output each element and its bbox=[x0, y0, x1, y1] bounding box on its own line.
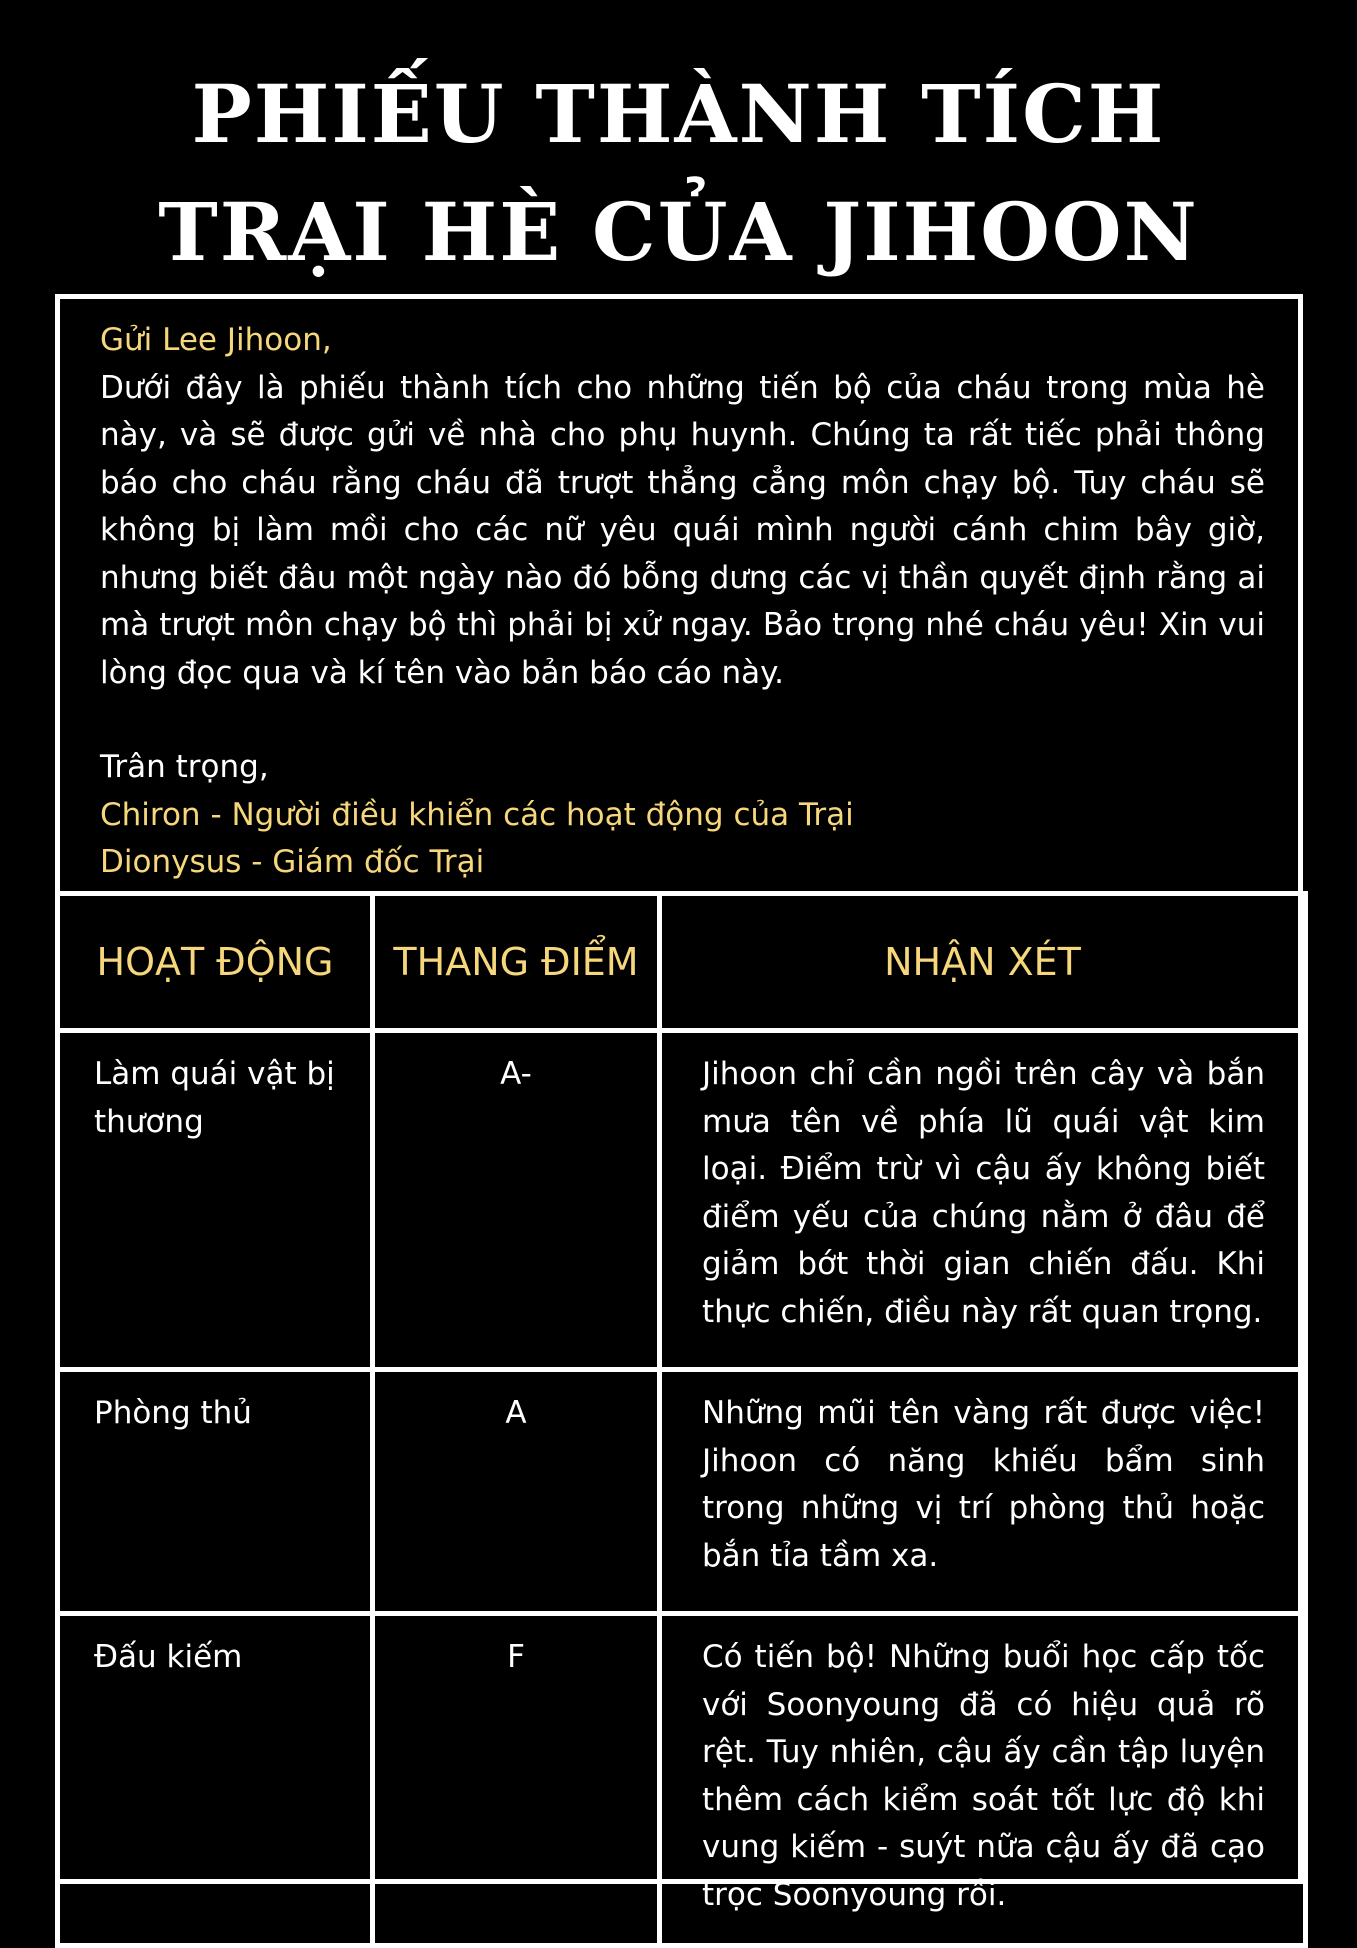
letter-signer-chiron: Chiron - Người điều khiển các hoạt động của Trại bbox=[100, 796, 854, 833]
header-grade: THANG ĐIỂM bbox=[373, 894, 660, 1031]
comment-cell: Jihoon chỉ cần ngồi trên cây và bắn mưa tên về phía lũ quái vật kim loại. Điểm trừ vì cậu ấy không biết điểm yếu của chúng nằm ở đâu để giảm bớt thời gian chiến đấu. Khi thực chiến, điều này rất quan trọng. bbox=[660, 1031, 1306, 1370]
activity-cell: Làm quái vật bị thương bbox=[58, 1031, 373, 1370]
title-line-1: PHIẾU THÀNH TÍCH bbox=[191, 67, 1166, 161]
activity-cell: Đấu kiếm bbox=[58, 1614, 373, 1946]
table-header-row bbox=[58, 894, 1306, 1031]
header-comment: NHẬN XÉT bbox=[660, 894, 1306, 1031]
header-activity: HOẠT ĐỘNG bbox=[58, 894, 373, 1031]
grades-table bbox=[55, 891, 1308, 1948]
letter-greeting: Gửi Lee Jihoon, bbox=[100, 322, 332, 358]
comment-cell: Những mũi tên vàng rất được việc! Jihoon có năng khiếu bẩm sinh trong những vị trí phòng thủ hoặc bắn tỉa tầm xa. bbox=[660, 1370, 1306, 1614]
grade-cell: A- bbox=[373, 1031, 660, 1370]
letter bbox=[100, 317, 1265, 887]
table-row bbox=[58, 1370, 1306, 1614]
grade-cell: F bbox=[373, 1614, 660, 1946]
table-row bbox=[58, 1031, 1306, 1370]
letter-spacer bbox=[100, 697, 1265, 744]
letter-body: Dưới đây là phiếu thành tích cho những tiến bộ của cháu trong mùa hè này, và sẽ được gửi về nhà cho phụ huynh. Chúng ta rất tiếc phải thông báo cho cháu rằng cháu đã trượt thẳng cẳng môn chạy bộ. Tuy cháu sẽ không bị làm mồi cho các nữ yêu quái mình người cánh chim bây giờ, nhưng biết đâu một ngày nào đó bỗng dưng các vị thần quyết định rằng ai mà trượt môn chạy bộ thì phải bị xử ngay. Bảo trọng nhé cháu yêu! Xin vui lòng đọc qua và kí tên vào bản báo cáo này. bbox=[100, 369, 1265, 691]
grade-cell: A bbox=[373, 1370, 660, 1614]
activity-cell: Phòng thủ bbox=[58, 1370, 373, 1614]
table-row bbox=[58, 1614, 1306, 1946]
comment-cell: Có tiến bộ! Những buổi học cấp tốc với Soonyoung đã có hiệu quả rõ rệt. Tuy nhiên, cậu ấy cần tập luyện thêm cách kiểm soát tốt lực độ khi vung kiếm - suýt nữa cậu ấy đã cạo trọc Soonyoung rồi. bbox=[660, 1614, 1306, 1946]
page-title bbox=[0, 55, 1357, 291]
title-line-2: TRẠI HÈ CỦA JIHOON bbox=[158, 185, 1199, 279]
letter-signer-dionysus: Dionysus - Giám đốc Trại bbox=[100, 844, 485, 880]
letter-closing: Trân trọng, bbox=[100, 749, 269, 785]
